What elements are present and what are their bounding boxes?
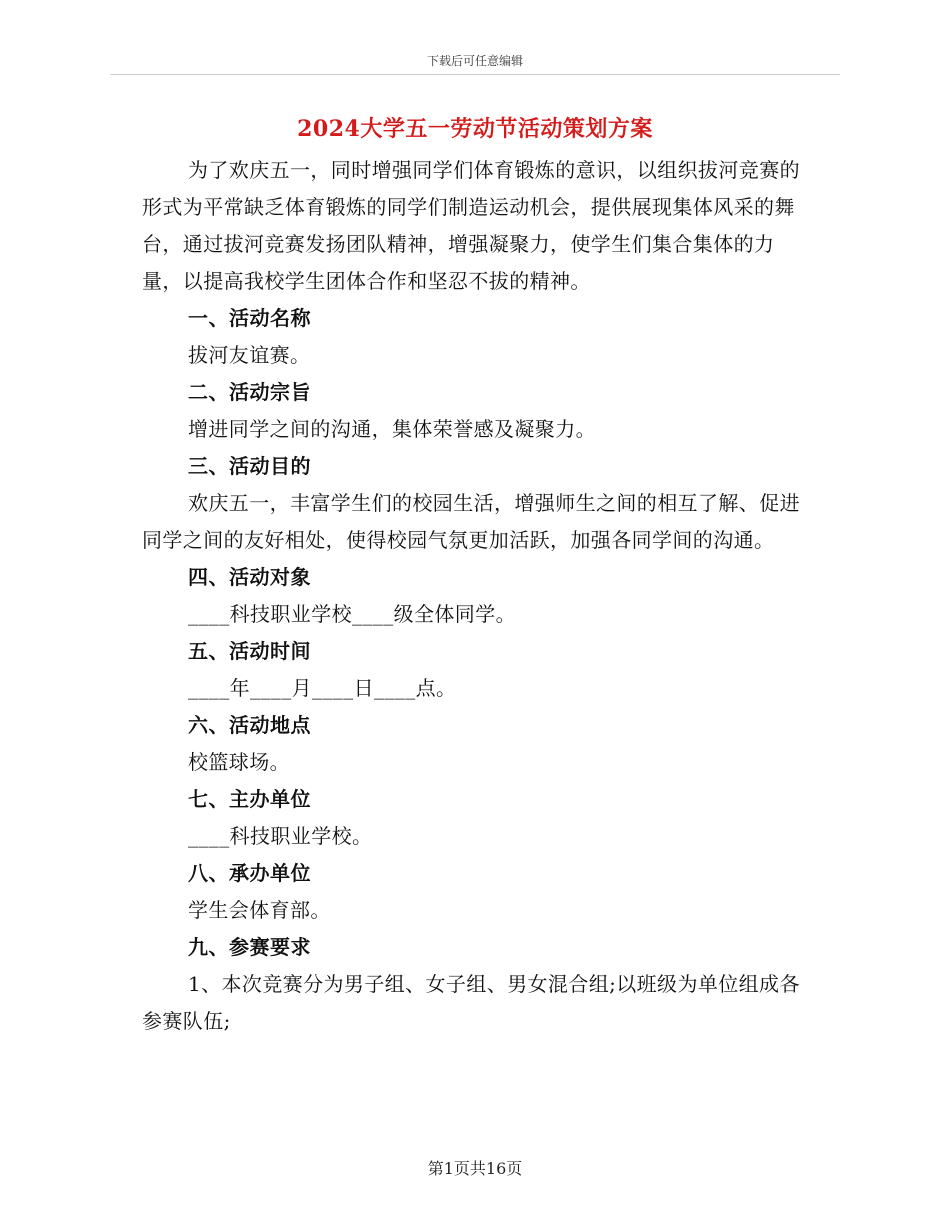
section-heading: 四、活动对象 [188,565,311,589]
section-activity-time [142,633,802,707]
section-heading: 五、活动时间 [188,639,311,663]
section-body: 1、本次竞赛分为男子组、女子组、男女混合组;以班级为单位组成各参赛队伍; [142,972,800,1033]
section-activity-purpose [142,374,802,448]
section-activity-name [142,300,802,374]
section-host [142,855,802,929]
section-activity-audience [142,559,802,633]
section-heading: 九、参赛要求 [188,935,311,959]
section-requirements [142,929,802,1040]
section-activity-location [142,707,802,781]
document-title: 2024大学五一劳动节活动策划方案 [297,116,653,142]
section-heading: 一、活动名称 [188,306,311,330]
section-body: 校篮球场。 [188,750,290,774]
intro-paragraph: 为了欢庆五一，同时增强同学们体育锻炼的意识，以组织拔河竞赛的形式为平常缺乏体育锻炼的同学们制造运动机会，提供展现集体风采的舞台，通过拔河竞赛发扬团队精神，增强凝聚力，使学生们集合集体的力量，以提高我校学生团体合作和坚忍不拔的精神。 [142,158,800,293]
section-body: 欢庆五一，丰富学生们的校园生活，增强师生之间的相互了解、促进同学之间的友好相处，使得校园气氛更加活跃，加强各同学间的沟通。 [142,491,800,552]
section-body: ____年____月____日____点。 [188,676,457,700]
section-heading: 六、活动地点 [188,713,311,737]
header-divider [110,74,840,75]
document-body [142,152,802,1040]
section-body: ____科技职业学校____级全体同学。 [188,602,516,626]
section-body: 学生会体育部。 [188,898,331,922]
section-heading: 八、承办单位 [188,861,311,885]
section-heading: 三、活动目的 [188,454,311,478]
section-body: 增进同学之间的沟通，集体荣誉感及凝聚力。 [188,417,596,441]
page-indicator: 第1页共16页 [427,1159,523,1178]
header-note: 下载后可任意编辑 [426,54,523,68]
section-body: ____科技职业学校。 [188,824,373,848]
section-heading: 二、活动宗旨 [188,380,311,404]
section-activity-goal [142,448,802,559]
section-organizer [142,781,802,855]
section-body: 拔河友谊赛。 [188,343,311,367]
section-heading: 七、主办单位 [188,787,311,811]
